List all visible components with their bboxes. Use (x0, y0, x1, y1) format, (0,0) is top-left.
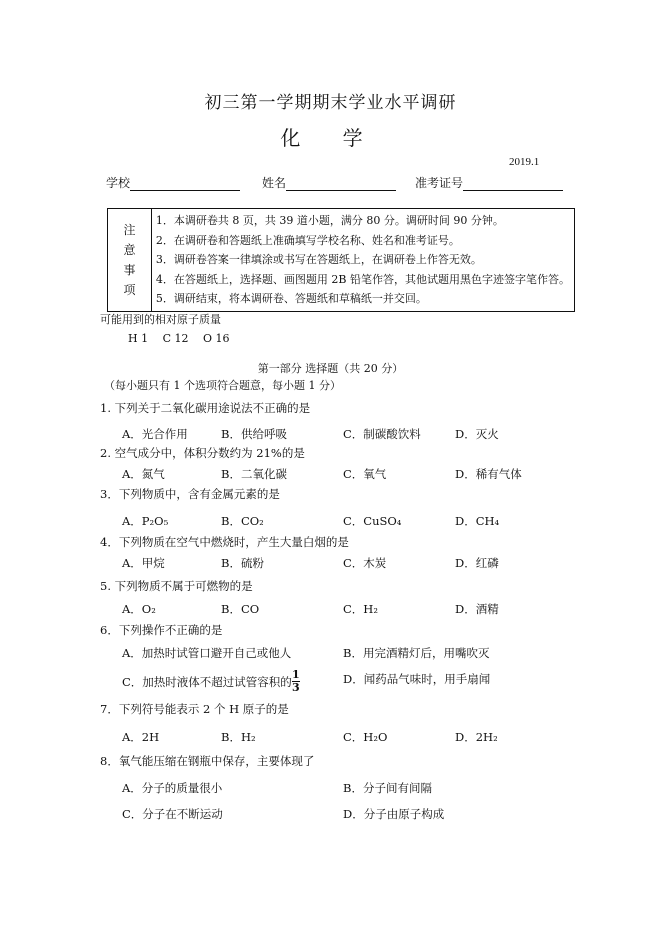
option-d: D．红磷 (455, 556, 499, 570)
option-d: D．酒精 (455, 602, 499, 616)
option-c: C．木炭 (343, 556, 387, 570)
option-a: A．分子的质量很小 (122, 781, 223, 795)
subject-title: 化 学 (280, 126, 381, 150)
option-d: D．分子由原子构成 (343, 807, 445, 821)
name-label: 姓名 (262, 176, 287, 190)
notice-box (107, 208, 575, 312)
option-a: A．甲烷 (122, 556, 165, 570)
option-c: C．加热时液体不超过试管容积的 $\frac{1}{3}$ (122, 668, 300, 694)
option-a: A．P₂O₅ (122, 514, 169, 528)
notice-items (151, 209, 574, 312)
one-third-fraction: $\frac{1}{3}$ (291, 668, 300, 694)
option-c: C．H₂ (343, 602, 378, 616)
option-c: C．氧气 (343, 467, 387, 481)
name-blank (286, 178, 396, 191)
option-a: A．O₂ (122, 602, 156, 616)
question-stem: 4．下列物质在空气中燃烧时，产生大量白烟的是 (100, 535, 349, 549)
option-a: A．光合作用 (122, 427, 188, 441)
notice-item: 5．调研结束，将本调研卷、答题纸和草稿纸一并交回。 (155, 292, 427, 305)
option-b: B．CO₂ (221, 514, 264, 528)
exam-date: 2019.1 (509, 156, 540, 168)
question-stem: 1. 下列关于二氧化碳用途说法不正确的是 (100, 401, 311, 415)
option-b: B．分子间有间隔 (343, 781, 432, 795)
option-b: B．二氧化碳 (221, 467, 287, 481)
option-d: D．CH₄ (455, 514, 500, 528)
option-b: B．用完酒精灯后，用嘴吹灭 (343, 646, 490, 660)
question-stem: 2. 空气成分中，体积分数约为 21%的是 (100, 446, 305, 460)
notice-item: 1．本调研卷共 8 页，共 39 道小题，满分 80 分。调研时间 90 分钟。 (155, 214, 504, 227)
option-a: A．氮气 (122, 467, 165, 481)
school-field (106, 174, 240, 191)
option-c: C．H₂O (343, 730, 388, 744)
option-a: A．2H (122, 730, 160, 744)
school-label: 学校 (106, 176, 131, 190)
exam-number-blank (463, 178, 563, 191)
notice-item: 2．在调研卷和答题纸上准确填写学校名称、姓名和准考证号。 (155, 233, 460, 247)
question-stem: 8．氧气能压缩在钢瓶中保存，主要体现了 (100, 754, 315, 768)
option-b: B．供给呼吸 (221, 427, 287, 441)
option-b: B．H₂ (221, 730, 256, 744)
section-title: 第一部分 选择题（共 20 分） (257, 362, 404, 375)
notice-item: 4．在答题纸上，选择题、画图题用 2B 铅笔作答，其他试题用黑色字迹签字笔作答。 (155, 272, 570, 286)
question-stem: 3．下列物质中，含有金属元素的是 (100, 487, 280, 501)
option-b: B．硫粉 (221, 556, 264, 570)
option-c: C．分子在不断运动 (122, 807, 223, 821)
option-d: D．2H₂ (455, 730, 498, 744)
option-d: D．闻药品气味时，用手扇闻 (343, 672, 491, 686)
atomic-mass-values: H 1 C 12 O 16 (128, 332, 230, 345)
option-c: C．制碳酸饮料 (343, 427, 421, 441)
school-blank (130, 178, 240, 191)
notice-label: 注 意 事 项 (108, 209, 152, 312)
question-stem: 7．下列符号能表示 2 个 H 原子的是 (100, 702, 289, 716)
option-d: D．灭火 (455, 427, 499, 441)
question-stem: 6．下列操作不正确的是 (100, 623, 223, 637)
option-c: C．CuSO₄ (343, 514, 402, 528)
section-instruction: （每小题只有 1 个选项符合题意，每小题 1 分） (104, 379, 341, 392)
exam-number-field (415, 174, 563, 191)
exam-number-label: 准考证号 (415, 176, 464, 190)
option-b: B．CO (221, 602, 260, 616)
option-d: D．稀有气体 (455, 467, 522, 481)
exam-title: 初三第一学期期末学业水平调研 (204, 93, 457, 113)
notice-item: 3．调研卷答案一律填涂或书写在答题纸上，在调研卷上作答无效。 (155, 253, 482, 266)
atomic-mass-label: 可能用到的相对原子质量 (100, 313, 221, 326)
name-field (262, 174, 396, 191)
option-a: A．加热时试管口避开自己或他人 (122, 646, 292, 660)
question-stem: 5. 下列物质不属于可燃物的是 (100, 579, 253, 593)
